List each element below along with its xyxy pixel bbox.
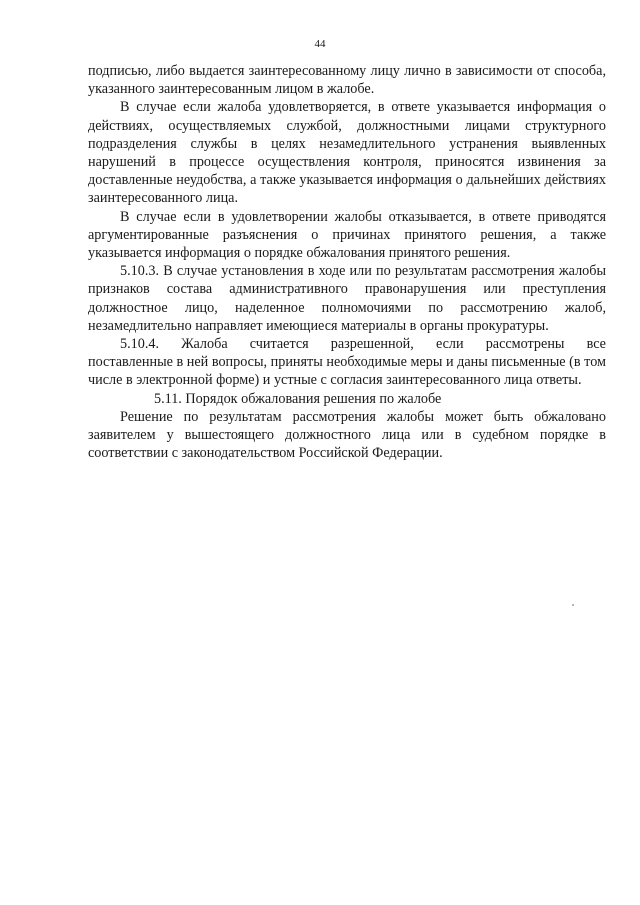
- clause-5-10-4-word: если: [435, 336, 464, 353]
- scan-speck: [572, 604, 574, 606]
- paragraph-delivery-method: подписью, либо выдается заинтересованному лицу лично в зависимости от способа, указанного заинтересованным лицом в жалобе.: [88, 63, 606, 98]
- paragraph-complaint-satisfied: В случае если жалоба удовлетворяется, в ответе указывается информация о действиях, осуществляемых службой, должностными лицами структурного подразделения службы в целях незамедлительного устранения выявленных нарушений в процессе осуществления контроля, приносятся извинения за доставленные неудобства, а также указывается информация о дальнейших действиях заинтересованного лица.: [88, 99, 606, 207]
- clause-5-10-4-word: рассмотрены: [485, 336, 565, 353]
- clause-5-10-4-word: Жалоба: [181, 336, 228, 353]
- section-heading-5-11: 5.11. Порядок обжалования решения по жалобе: [154, 390, 442, 407]
- page-number: 44: [314, 38, 326, 50]
- clause-5-10-4-word: 5.10.4.: [120, 336, 160, 353]
- clause-5-10-3: 5.10.3. В случае установления в ходе или по результатам рассмотрения жалобы признаков состава административного правонарушения или преступления должностное лицо, наделенное полномочиями по рассмотрению жалоб, незамедлительно направляет имеющиеся материалы в органы прокуратуры.: [88, 263, 606, 334]
- clause-5-10-4-continuation: поставленные в ней вопросы, приняты необходимые меры и даны письменные (в том числе в электронной форме) и устные с согласия заинтересованного лица ответы.: [88, 354, 606, 389]
- clause-5-10-4-first-line: [88, 335, 606, 353]
- clause-5-10-4-word: разрешенной,: [330, 336, 414, 353]
- paragraph-complaint-rejected: В случае если в удовлетворении жалобы отказывается, в ответе приводятся аргументированные разъяснения о причинах принятого решения, а также указывается информация о порядке обжалования принятого решения.: [88, 208, 606, 262]
- paragraph-appeal-decision: Решение по результатам рассмотрения жалобы может быть обжаловано заявителем у вышестоящего должностного лица или в судебном порядке в соответствии с законодательством Российской Федерации.: [88, 408, 606, 462]
- clause-5-10-4: [88, 335, 606, 390]
- clause-5-10-4-word: все: [586, 336, 606, 353]
- document-body: [88, 62, 606, 462]
- clause-5-10-4-word: считается: [249, 336, 309, 353]
